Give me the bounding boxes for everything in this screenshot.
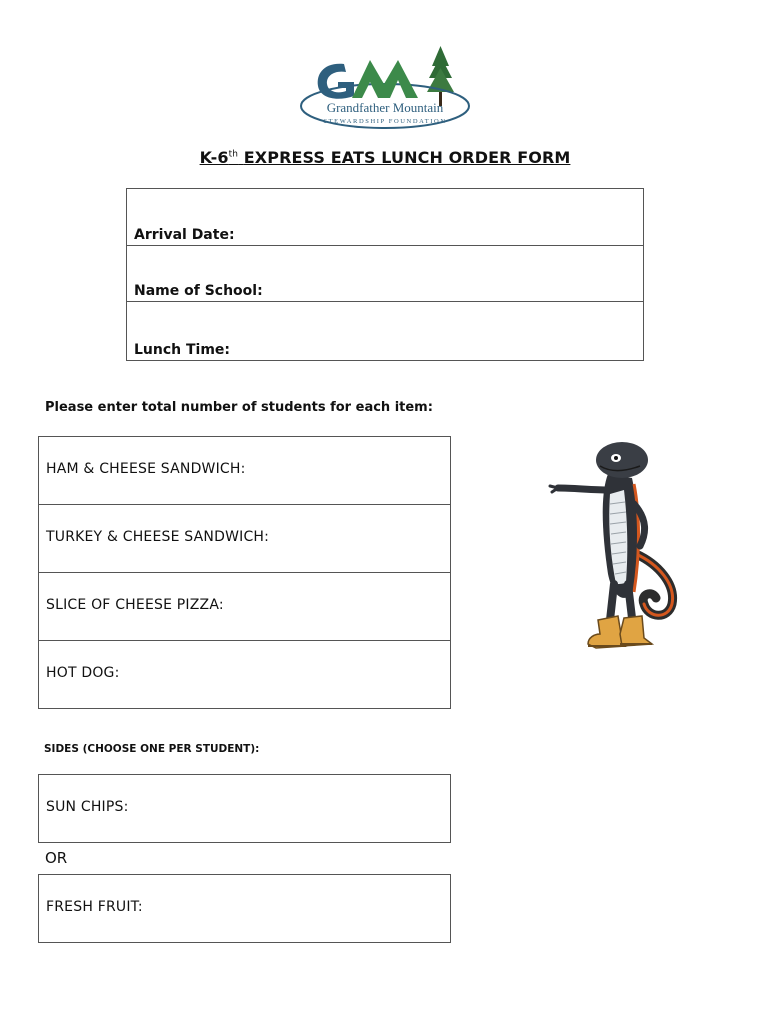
sun-chips-field[interactable]	[39, 775, 450, 842]
sun-chips-box	[38, 774, 451, 843]
logo-subtitle: STEWARDSHIP FOUNDATION	[323, 118, 447, 125]
page-title	[0, 148, 770, 167]
fresh-fruit-label: FRESH FRUIT:	[46, 899, 143, 915]
sides-heading: SIDES (CHOOSE ONE PER STUDENT):	[44, 743, 260, 755]
ham-cheese-label: HAM & CHEESE SANDWICH:	[46, 461, 246, 477]
logo-name: Grandfather Mountain	[326, 100, 444, 115]
lunch-items-box	[38, 436, 451, 709]
info-fields-box	[126, 188, 644, 361]
logo-g-mark	[318, 64, 354, 99]
turkey-cheese-label: TURKEY & CHEESE SANDWICH:	[46, 529, 270, 545]
title-text: EXPRESS EATS LUNCH ORDER FORM	[243, 148, 571, 167]
lunch-time-label: Lunch Time:	[134, 342, 231, 358]
or-separator: OR	[45, 849, 68, 867]
fresh-fruit-box	[38, 874, 451, 943]
logo-m-mark	[352, 60, 418, 98]
pine-tree-icon	[427, 46, 454, 106]
turkey-cheese-field[interactable]	[39, 505, 450, 573]
school-name-field[interactable]	[127, 246, 643, 302]
salamander-mascot-illustration	[548, 434, 694, 660]
arrival-date-label: Arrival Date:	[134, 227, 235, 243]
cheese-pizza-field[interactable]	[39, 573, 450, 641]
title-prefix: K-6	[199, 148, 229, 167]
hiking-boot-icon	[588, 616, 652, 648]
sun-chips-label: SUN CHIPS:	[46, 799, 129, 815]
grandfather-mountain-logo	[296, 44, 474, 132]
school-name-label: Name of School:	[134, 283, 263, 299]
cheese-pizza-label: SLICE OF CHEESE PIZZA:	[46, 597, 224, 613]
title-superscript: th	[228, 149, 239, 160]
arrival-date-field[interactable]	[127, 189, 643, 246]
ham-cheese-field[interactable]	[39, 437, 450, 505]
hot-dog-field[interactable]	[39, 641, 450, 708]
lunch-time-field[interactable]	[127, 302, 643, 360]
items-prompt: Please enter total number of students for each item:	[45, 400, 433, 415]
fresh-fruit-field[interactable]	[39, 875, 450, 942]
hot-dog-label: HOT DOG:	[46, 665, 120, 681]
